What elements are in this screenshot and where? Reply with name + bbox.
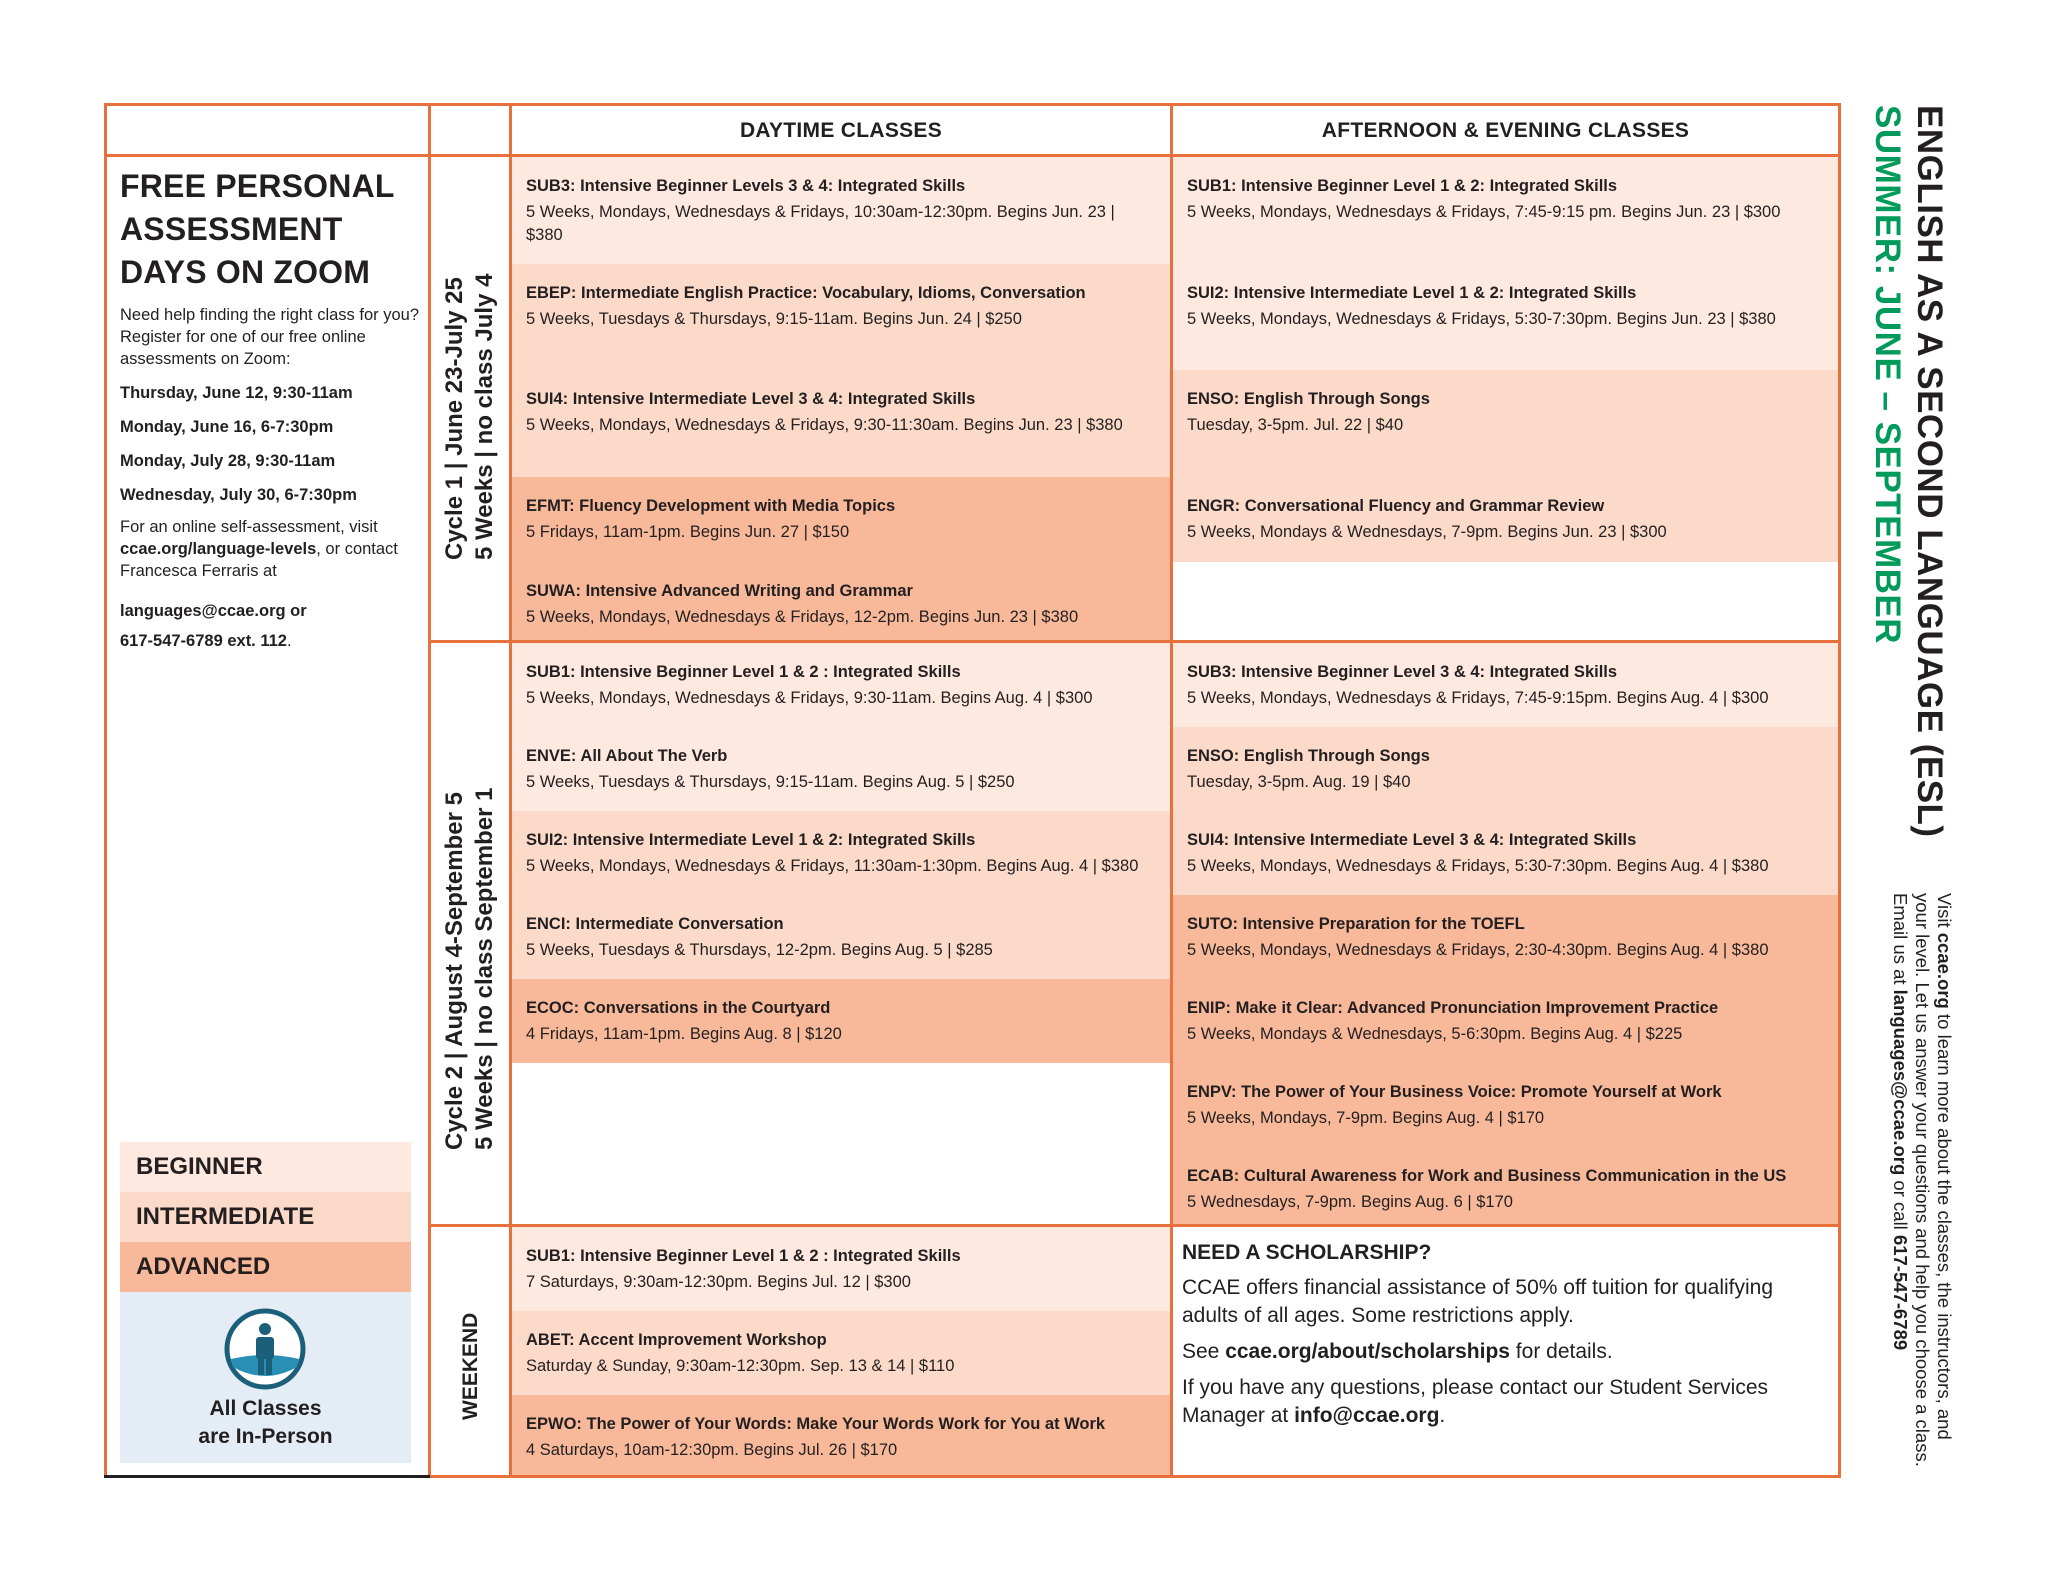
legend-intermediate: INTERMEDIATE — [120, 1192, 411, 1242]
class-title: ABET: Accent Improvement Workshop — [526, 1331, 827, 1349]
class-details: 7 Saturdays, 9:30am-12:30pm. Begins Jul. 12 | $300 — [526, 1273, 911, 1291]
class-details: 5 Weeks, Tuesdays & Thursdays, 12-2pm. Begins Aug. 5 | $285 — [526, 941, 993, 959]
class-details: 5 Weeks, Mondays, Wednesdays & Fridays, 10:30am-12:30pm. Begins Jun. 23 | $380 — [526, 203, 1115, 244]
class-cell — [512, 370, 1170, 477]
scholarship-link-line: See ccae.org/about/scholarships for details. — [1182, 1340, 1613, 1363]
weekend-label: WEEKEND — [459, 1312, 482, 1420]
class-cell — [1173, 1063, 1838, 1147]
class-details: 5 Weeks, Mondays, Wednesdays & Fridays, 2:30-4:30pm. Begins Aug. 4 | $380 — [1187, 941, 1769, 959]
class-details: 5 Weeks, Mondays, Wednesdays & Fridays, 9:30-11:30am. Begins Jun. 23 | $380 — [526, 416, 1123, 434]
assessment-date: Wednesday, July 30, 6-7:30pm — [120, 486, 357, 504]
page-subtitle: SUMMER: JUNE – SEPTEMBER — [1868, 105, 1907, 645]
cycle1-label: Cycle 1 | June 23-July 25 5 Weeks | no class July 4 — [441, 273, 498, 560]
scholarships-link[interactable]: ccae.org/about/scholarships — [1225, 1340, 1510, 1363]
header-evening: AFTERNOON & EVENING CLASSES — [1321, 119, 1690, 142]
assessment-date: Thursday, June 12, 9:30-11am — [120, 384, 353, 402]
class-details: 5 Weeks, Mondays, Wednesdays & Fridays, 7:45-9:15 pm. Begins Jun. 23 | $300 — [1187, 203, 1781, 221]
class-details: 5 Weeks, Mondays, 7-9pm. Begins Aug. 4 | $170 — [1187, 1109, 1545, 1127]
grid-bottom-rule — [104, 1475, 430, 1478]
class-title: ENGR: Conversational Fluency and Grammar Review — [1187, 497, 1605, 515]
class-title: ENIP: Make it Clear: Advanced Pronunciation Improvement Practice — [1187, 999, 1719, 1017]
assessment-date: Monday, July 28, 9:30-11am — [120, 452, 336, 470]
class-details: 5 Weeks, Mondays, Wednesdays & Fridays, 9:30-11am. Begins Aug. 4 | $300 — [526, 689, 1093, 707]
class-cell — [512, 979, 1170, 1063]
contact-phone: 617-547-6789 ext. 112 — [120, 632, 287, 650]
class-title: EFMT: Fluency Development with Media Topics — [526, 497, 896, 515]
side-email-link[interactable]: languages@ccae.org — [1890, 989, 1911, 1176]
assessment-panel — [120, 165, 420, 656]
class-details: 5 Weeks, Mondays, Wednesdays & Fridays, 11:30am-1:30pm. Begins Aug. 4 | $380 — [526, 857, 1139, 875]
legend-beginner: BEGINNER — [120, 1142, 411, 1192]
header-daytime: DAYTIME CLASSES — [739, 119, 943, 142]
assessment-date: Monday, June 16, 6-7:30pm — [120, 418, 334, 436]
side-info: Visit ccae.org to learn more about the classes, the instructors, and your level. Let us answer your questions and help you choose a class. Email us at languages@ccae.org or call 617-547-6789 — [1890, 893, 1955, 1467]
class-cell — [512, 1227, 1170, 1311]
scholarship-contact: If you have any questions, please contact our Student Services Manager at info@ccae.org. — [1182, 1376, 1769, 1427]
class-details: Tuesday, 3-5pm. Aug. 19 | $40 — [1187, 773, 1411, 791]
class-cell — [1173, 264, 1838, 370]
class-cell — [1173, 477, 1838, 562]
class-cell — [512, 157, 1170, 264]
class-cell — [1173, 979, 1838, 1063]
contact-info: languages@ccae.org or 617-547-6789 ext. 112. — [120, 602, 307, 650]
class-title: SUB1: Intensive Beginner Level 1 & 2 : Integrated Skills — [526, 663, 961, 681]
in-person-box — [120, 1292, 411, 1463]
language-levels-link[interactable]: ccae.org/language-levels — [120, 540, 317, 558]
class-cell — [1173, 157, 1838, 264]
class-title: ECAB: Cultural Awareness for Work and Business Communication in the US — [1187, 1167, 1787, 1185]
class-details: 5 Weeks, Mondays & Wednesdays, 5-6:30pm. Begins Aug. 4 | $225 — [1187, 1025, 1683, 1043]
class-title: ECOC: Conversations in the Courtyard — [526, 999, 831, 1017]
in-person-label: All Classes are In-Person — [198, 1397, 333, 1448]
class-details: 5 Weeks, Mondays, Wednesdays & Fridays, 5:30-7:30pm. Begins Aug. 4 | $380 — [1187, 857, 1769, 875]
side-phone: 617-547-6789 — [1890, 1234, 1911, 1351]
grid-divider — [428, 103, 431, 1478]
class-cell — [1173, 1147, 1838, 1224]
class-title: EBEP: Intermediate English Practice: Vocabulary, Idioms, Conversation — [526, 284, 1086, 302]
class-cell — [512, 1395, 1170, 1475]
self-assessment-text: For an online self-assessment, visit ccae.org/language-levels, or contact Francesca Ferraris at — [120, 518, 398, 580]
class-title: SUB1: Intensive Beginner Level 1 & 2 : Integrated Skills — [526, 1247, 961, 1265]
class-details: 5 Weeks, Mondays, Wednesdays & Fridays, 7:45-9:15pm. Begins Aug. 4 | $300 — [1187, 689, 1769, 707]
class-cell — [512, 264, 1170, 370]
class-title: SUTO: Intensive Preparation for the TOEFL — [1187, 915, 1525, 933]
class-cell — [512, 811, 1170, 895]
class-details: 5 Weeks, Mondays & Wednesdays, 7-9pm. Begins Jun. 23 | $300 — [1187, 523, 1667, 541]
class-title: SUB3: Intensive Beginner Levels 3 & 4: Integrated Skills — [526, 177, 966, 195]
class-title: ENVE: All About The Verb — [526, 747, 728, 765]
page-title: ENGLISH AS A SECOND LANGUAGE (ESL) — [1910, 105, 1949, 838]
class-title: SUB1: Intensive Beginner Level 1 & 2: Integrated Skills — [1187, 177, 1618, 195]
class-title: ENPV: The Power of Your Business Voice: Promote Yourself at Work — [1187, 1083, 1722, 1101]
class-cell — [512, 643, 1170, 727]
class-title: SUI4: Intensive Intermediate Level 3 & 4: Integrated Skills — [1187, 831, 1637, 849]
class-title: ENSO: English Through Songs — [1187, 747, 1430, 765]
contact-email-link[interactable]: languages@ccae.org — [120, 602, 286, 620]
class-details: Saturday & Sunday, 9:30am-12:30pm. Sep. 13 & 14 | $110 — [526, 1357, 955, 1375]
assessment-title: FREE PERSONAL ASSESSMENT DAYS ON ZOOM — [120, 168, 395, 290]
class-details: 4 Fridays, 11am-1pm. Begins Aug. 8 | $120 — [526, 1025, 842, 1043]
class-details: 5 Weeks, Mondays, Wednesdays & Fridays, 12-2pm. Begins Jun. 23 | $380 — [526, 608, 1079, 626]
legend-advanced: ADVANCED — [120, 1242, 411, 1292]
info-email-link[interactable]: info@ccae.org — [1294, 1404, 1440, 1427]
class-title: EPWO: The Power of Your Words: Make Your Words Work for You at Work — [526, 1415, 1106, 1433]
class-title: SUI2: Intensive Intermediate Level 1 & 2: Integrated Skills — [1187, 284, 1637, 302]
class-details: 5 Weeks, Tuesdays & Thursdays, 9:15-11am. Begins Jun. 24 | $250 — [526, 310, 1022, 328]
scholarship-text: CCAE offers financial assistance of 50% off tuition for qualifying adults of all ages. Some restrictions apply. — [1182, 1276, 1774, 1327]
class-title: ENSO: English Through Songs — [1187, 390, 1430, 408]
class-details: 5 Fridays, 11am-1pm. Begins Jun. 27 | $150 — [526, 523, 850, 541]
class-title: ENCI: Intermediate Conversation — [526, 915, 784, 933]
class-cell — [1173, 895, 1838, 979]
class-cell — [512, 1311, 1170, 1395]
class-details: 5 Weeks, Tuesdays & Thursdays, 9:15-11am. Begins Aug. 5 | $250 — [526, 773, 1015, 791]
class-title: SUI2: Intensive Intermediate Level 1 & 2: Integrated Skills — [526, 831, 976, 849]
class-details: 4 Saturdays, 10am-12:30pm. Begins Jul. 26 | $170 — [526, 1441, 898, 1459]
ccae-link[interactable]: ccae.org — [1934, 932, 1955, 1009]
class-title: SUB3: Intensive Beginner Level 3 & 4: Integrated Skills — [1187, 663, 1618, 681]
class-details: Tuesday, 3-5pm. Jul. 22 | $40 — [1187, 416, 1404, 434]
class-cell — [512, 562, 1170, 640]
class-cell — [512, 895, 1170, 979]
class-cell — [512, 477, 1170, 562]
assessment-intro: Need help finding the right class for you? Register for one of our free online assessments on Zoom: — [120, 306, 420, 368]
class-details: 5 Weeks, Mondays, Wednesdays & Fridays, 5:30-7:30pm. Begins Jun. 23 | $380 — [1187, 310, 1776, 328]
person-icon — [223, 1307, 307, 1391]
scholarship-heading: NEED A SCHOLARSHIP? — [1182, 1241, 1432, 1264]
class-cell — [1173, 811, 1838, 895]
class-details: 5 Wednesdays, 7-9pm. Begins Aug. 6 | $170 — [1187, 1193, 1513, 1211]
class-title: SUI4: Intensive Intermediate Level 3 & 4: Integrated Skills — [526, 390, 976, 408]
class-cell — [1173, 370, 1838, 477]
class-cell — [1173, 643, 1838, 727]
class-cell — [512, 727, 1170, 811]
class-cell — [1173, 727, 1838, 811]
scholarship-box — [1182, 1240, 1832, 1430]
side-title — [1866, 105, 1950, 838]
class-title: SUWA: Intensive Advanced Writing and Grammar — [526, 582, 913, 600]
cycle2-label: Cycle 2 | August 4-September 5 5 Weeks | no class September 1 — [441, 787, 498, 1150]
